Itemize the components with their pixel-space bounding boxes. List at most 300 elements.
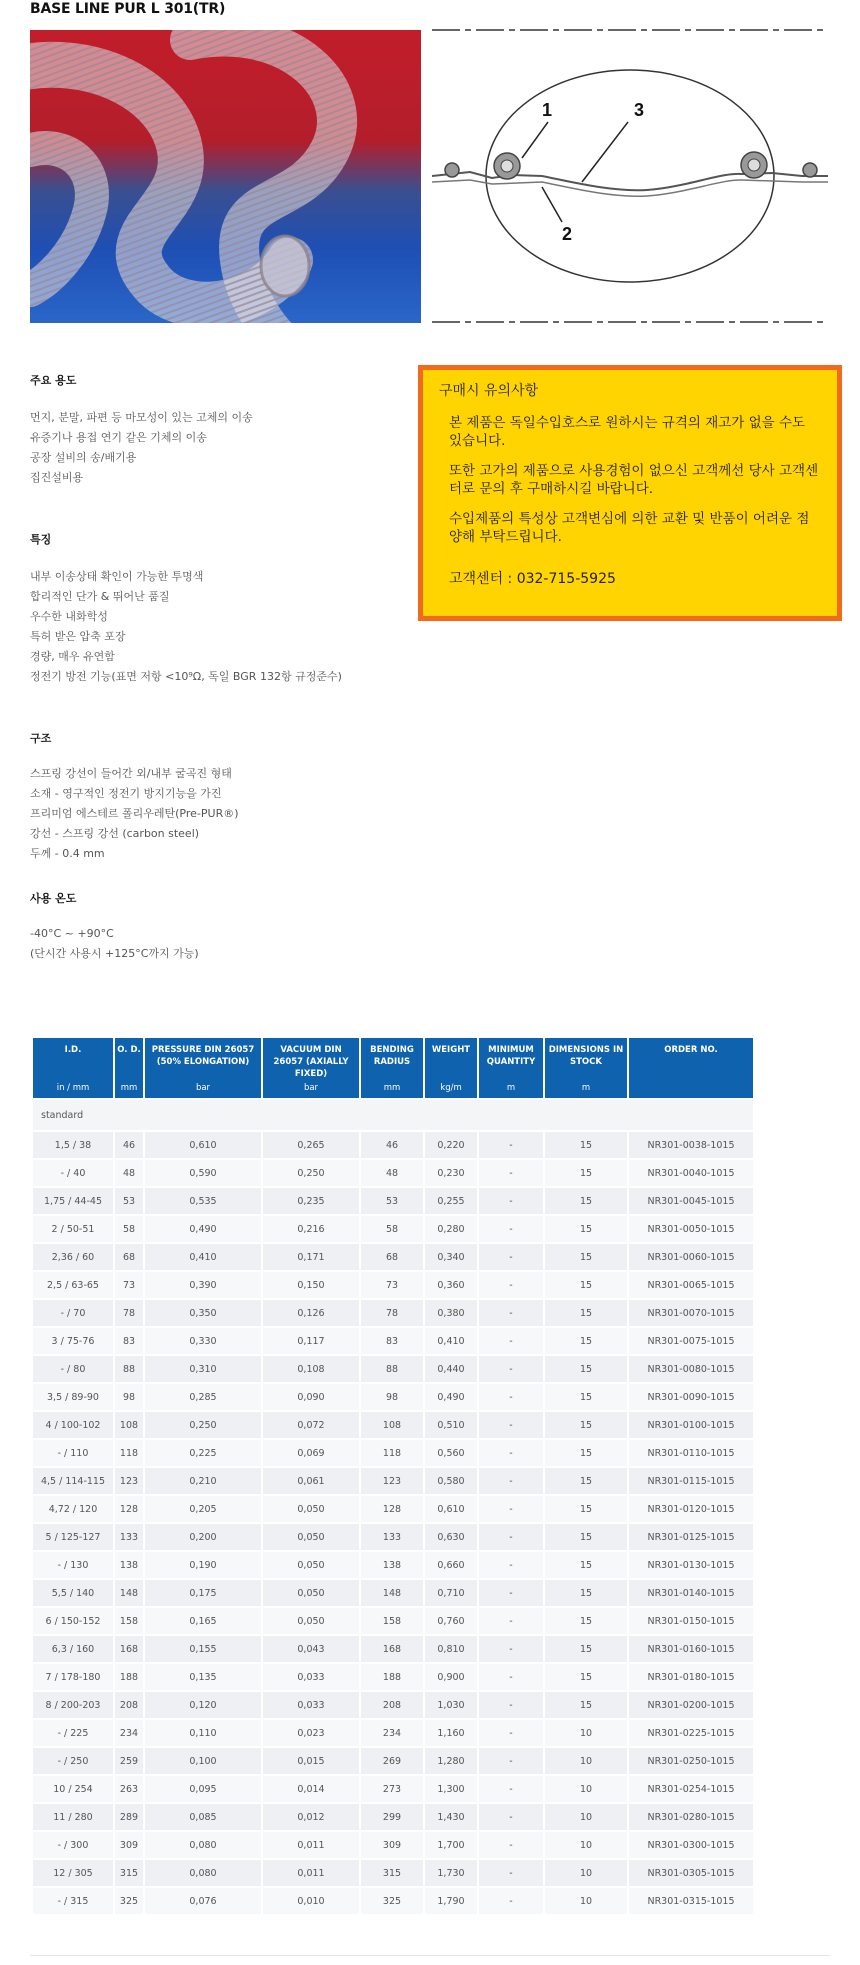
table-cell: - xyxy=(479,1552,543,1578)
table-cell: 0,011 xyxy=(263,1832,359,1858)
table-cell: 0,610 xyxy=(145,1132,261,1158)
table-cell: 10 xyxy=(545,1748,627,1774)
table-cell: 78 xyxy=(361,1300,423,1326)
feature-item: 내부 이송상태 확인이 가능한 투명색 xyxy=(30,570,204,583)
table-cell: NR301-0060-1015 xyxy=(629,1244,753,1270)
column-unit: m xyxy=(581,1083,591,1093)
table-body xyxy=(33,1100,753,1914)
table-cell: 188 xyxy=(115,1664,143,1690)
table-cell: 15 xyxy=(545,1160,627,1186)
feature-item: 우수한 내화학성 xyxy=(30,610,108,623)
table-cell: 0,220 xyxy=(425,1132,477,1158)
table-cell: 98 xyxy=(361,1384,423,1410)
table-cell: 325 xyxy=(115,1888,143,1914)
product-title: BASE LINE PUR L 301(TR) xyxy=(30,1,226,17)
table-header-row xyxy=(33,1038,753,1098)
table-cell: 0,050 xyxy=(263,1608,359,1634)
table-cell: 15 xyxy=(545,1552,627,1578)
group-label: standard xyxy=(33,1100,753,1130)
notice-paragraph: 본 제품은 독일수입호스로 원하시는 규격의 재고가 없을 수도 있습니다. xyxy=(449,415,806,449)
table-cell: 0,250 xyxy=(263,1160,359,1186)
table-cell: NR301-0080-1015 xyxy=(629,1356,753,1382)
table-cell: 53 xyxy=(115,1188,143,1214)
notice-paragraph: 수입제품의 특성상 고객변심에 의한 교환 및 반품이 어려운 점 양해 부탁드립니다. xyxy=(449,511,810,545)
table-row xyxy=(33,1328,753,1354)
table-cell: - xyxy=(479,1888,543,1914)
table-cell: 0,285 xyxy=(145,1384,261,1410)
table-row xyxy=(33,1160,753,1186)
table-cell: - xyxy=(479,1748,543,1774)
table-cell: 0,210 xyxy=(145,1468,261,1494)
table-cell: - xyxy=(479,1440,543,1466)
table-cell: NR301-0300-1015 xyxy=(629,1832,753,1858)
table-cell: 0,155 xyxy=(145,1636,261,1662)
table-cell: 0,510 xyxy=(425,1412,477,1438)
usage-item: 집진설비용 xyxy=(30,471,84,484)
table-cell: 0,410 xyxy=(145,1244,261,1270)
table-cell: 0,900 xyxy=(425,1664,477,1690)
table-cell: 12 / 305 xyxy=(33,1860,113,1886)
table-cell: NR301-0305-1015 xyxy=(629,1860,753,1886)
table-cell: 1,030 xyxy=(425,1692,477,1718)
table-cell: NR301-0065-1015 xyxy=(629,1272,753,1298)
table-cell: 0,135 xyxy=(145,1664,261,1690)
table-cell: - / 315 xyxy=(33,1888,113,1914)
table-cell: 15 xyxy=(545,1440,627,1466)
table-cell: 6 / 150-152 xyxy=(33,1608,113,1634)
table-cell: 0,440 xyxy=(425,1356,477,1382)
table-group-row xyxy=(33,1100,753,1130)
feature-item: 경량, 매우 유연함 xyxy=(30,650,115,663)
table-cell: - / 225 xyxy=(33,1720,113,1746)
table-cell: 0,150 xyxy=(263,1272,359,1298)
table-cell: 83 xyxy=(361,1328,423,1354)
table-cell: 0,630 xyxy=(425,1524,477,1550)
table-cell: 0,205 xyxy=(145,1496,261,1522)
table-row xyxy=(33,1216,753,1242)
usage-heading: 주요 용도 xyxy=(30,374,77,387)
diagram-label-2: 2 xyxy=(562,224,573,244)
table-cell: 133 xyxy=(115,1524,143,1550)
table-cell: 118 xyxy=(115,1440,143,1466)
table-cell: - xyxy=(479,1216,543,1242)
table-cell: 1,430 xyxy=(425,1804,477,1830)
column-label: PRESSURE DIN 26057 (50% ELONGATION) xyxy=(151,1045,255,1067)
table-cell: 88 xyxy=(115,1356,143,1382)
table-cell: 15 xyxy=(545,1356,627,1382)
table-cell: 289 xyxy=(115,1804,143,1830)
table-cell: 0,310 xyxy=(145,1356,261,1382)
table-cell: 0,490 xyxy=(145,1216,261,1242)
table-row xyxy=(33,1356,753,1382)
table-cell: - xyxy=(479,1524,543,1550)
table-cell: 0,080 xyxy=(145,1860,261,1886)
table-cell: 73 xyxy=(115,1272,143,1298)
diagram-label-3: 3 xyxy=(634,100,645,120)
purchase-notice xyxy=(418,365,842,621)
table-cell: 0,023 xyxy=(263,1720,359,1746)
table-cell: - xyxy=(479,1720,543,1746)
table-cell: 0,085 xyxy=(145,1804,261,1830)
table-cell: 10 xyxy=(545,1804,627,1830)
column-unit: mm xyxy=(383,1083,401,1093)
column-unit: mm xyxy=(120,1083,138,1093)
table-cell: - xyxy=(479,1692,543,1718)
table-cell: 0,110 xyxy=(145,1720,261,1746)
table-cell: 0,126 xyxy=(263,1300,359,1326)
column-unit: bar xyxy=(195,1083,211,1093)
table-row xyxy=(33,1692,753,1718)
table-cell: 7 / 178-180 xyxy=(33,1664,113,1690)
table-cell: 1,75 / 44-45 xyxy=(33,1188,113,1214)
table-row xyxy=(33,1664,753,1690)
table-cell: - xyxy=(479,1860,543,1886)
table-cell: 15 xyxy=(545,1636,627,1662)
table-cell: 15 xyxy=(545,1608,627,1634)
column-unit: kg/m xyxy=(440,1083,462,1093)
table-cell: 0,080 xyxy=(145,1832,261,1858)
table-cell: 6,3 / 160 xyxy=(33,1636,113,1662)
table-row xyxy=(33,1468,753,1494)
features-list xyxy=(30,567,342,687)
table-cell: - / 80 xyxy=(33,1356,113,1382)
table-row xyxy=(33,1888,753,1914)
table-cell: 0,095 xyxy=(145,1776,261,1802)
table-cell: 0,076 xyxy=(145,1888,261,1914)
table-cell: 128 xyxy=(115,1496,143,1522)
table-cell: 0,033 xyxy=(263,1664,359,1690)
table-cell: NR301-0110-1015 xyxy=(629,1440,753,1466)
table-cell: 299 xyxy=(361,1804,423,1830)
table-cell: 1,790 xyxy=(425,1888,477,1914)
table-cell: 15 xyxy=(545,1412,627,1438)
table-cell: 15 xyxy=(545,1468,627,1494)
table-row xyxy=(33,1608,753,1634)
table-row xyxy=(33,1524,753,1550)
table-cell: 0,710 xyxy=(425,1580,477,1606)
table-cell: - / 250 xyxy=(33,1748,113,1774)
table-cell: 1,730 xyxy=(425,1860,477,1886)
table-cell: 0,610 xyxy=(425,1496,477,1522)
table-row xyxy=(33,1636,753,1662)
table-row xyxy=(33,1776,753,1802)
table-cell: 2 / 50-51 xyxy=(33,1216,113,1242)
table-cell: 208 xyxy=(115,1692,143,1718)
table-cell: NR301-0120-1015 xyxy=(629,1496,753,1522)
table-cell: 46 xyxy=(115,1132,143,1158)
table-cell: 10 xyxy=(545,1860,627,1886)
table-row xyxy=(33,1720,753,1746)
table-cell: 10 xyxy=(545,1720,627,1746)
table-cell: 3,5 / 89-90 xyxy=(33,1384,113,1410)
table-cell: 10 xyxy=(545,1832,627,1858)
table-cell: 10 xyxy=(545,1776,627,1802)
table-cell: 168 xyxy=(361,1636,423,1662)
notice-title: 구매시 유의사항 xyxy=(439,383,539,399)
column-header xyxy=(33,1038,113,1098)
table-cell: 15 xyxy=(545,1328,627,1354)
table-cell: 1,700 xyxy=(425,1832,477,1858)
table-cell: NR301-0160-1015 xyxy=(629,1636,753,1662)
table-cell: 68 xyxy=(115,1244,143,1270)
table-cell: 8 / 200-203 xyxy=(33,1692,113,1718)
customer-center-phone: 고객센터 : 032-715-5925 xyxy=(449,571,616,587)
table-row xyxy=(33,1300,753,1326)
table-cell: 83 xyxy=(115,1328,143,1354)
table-cell: 263 xyxy=(115,1776,143,1802)
table-cell: 0,340 xyxy=(425,1244,477,1270)
table-cell: 188 xyxy=(361,1664,423,1690)
table-cell: 15 xyxy=(545,1272,627,1298)
table-cell: - xyxy=(479,1580,543,1606)
table-cell: 0,590 xyxy=(145,1160,261,1186)
usage-item: 공장 설비의 송/배기용 xyxy=(30,451,137,464)
table-cell: NR301-0180-1015 xyxy=(629,1664,753,1690)
notice-paragraph: 또한 고가의 제품으로 사용경험이 없으신 고객께선 당사 고객센터로 문의 후 구매하시길 바랍니다. xyxy=(449,463,819,497)
table-cell: 0,810 xyxy=(425,1636,477,1662)
table-cell: 53 xyxy=(361,1188,423,1214)
column-header xyxy=(263,1038,359,1098)
table-cell: NR301-0140-1015 xyxy=(629,1580,753,1606)
temperature-heading: 사용 온도 xyxy=(30,892,77,905)
table-cell: NR301-0070-1015 xyxy=(629,1300,753,1326)
table-cell: 1,300 xyxy=(425,1776,477,1802)
table-cell: NR301-0315-1015 xyxy=(629,1888,753,1914)
table-cell: 5,5 / 140 xyxy=(33,1580,113,1606)
structure-item: 프리미엄 에스테르 폴리우레탄(Pre-PUR®) xyxy=(30,807,239,820)
table-cell: 78 xyxy=(115,1300,143,1326)
structure-item: 강선 - 스프링 강선 (carbon steel) xyxy=(30,827,200,840)
table-cell: 0,265 xyxy=(263,1132,359,1158)
table-cell: 48 xyxy=(115,1160,143,1186)
table-cell: 0,033 xyxy=(263,1692,359,1718)
table-cell: - xyxy=(479,1636,543,1662)
column-label: DIMENSIONS IN STOCK xyxy=(548,1045,624,1067)
feature-item: 합리적인 단가 & 뛰어난 품질 xyxy=(30,590,170,603)
table-cell: 138 xyxy=(361,1552,423,1578)
table-cell: 0,050 xyxy=(263,1580,359,1606)
table-cell: 0,235 xyxy=(263,1188,359,1214)
hose-illustration xyxy=(30,30,421,323)
table-cell: 2,5 / 63-65 xyxy=(33,1272,113,1298)
table-cell: NR301-0250-1015 xyxy=(629,1748,753,1774)
table-cell: 133 xyxy=(361,1524,423,1550)
table-cell: 58 xyxy=(361,1216,423,1242)
table-cell: - xyxy=(479,1832,543,1858)
table-cell: NR301-0045-1015 xyxy=(629,1188,753,1214)
table-cell: 73 xyxy=(361,1272,423,1298)
table-cell: 0,490 xyxy=(425,1384,477,1410)
table-cell: 269 xyxy=(361,1748,423,1774)
table-cell: 0,050 xyxy=(263,1524,359,1550)
table-cell: 108 xyxy=(361,1412,423,1438)
table-cell: 0,580 xyxy=(425,1468,477,1494)
table-row xyxy=(33,1132,753,1158)
table-cell: NR301-0225-1015 xyxy=(629,1720,753,1746)
table-cell: 0,200 xyxy=(145,1524,261,1550)
table-cell: 0,171 xyxy=(263,1244,359,1270)
table-cell: 0,660 xyxy=(425,1552,477,1578)
table-cell: 0,015 xyxy=(263,1748,359,1774)
column-header xyxy=(425,1038,477,1098)
column-header xyxy=(629,1038,753,1098)
column-unit: in / mm xyxy=(56,1083,90,1093)
table-cell: 58 xyxy=(115,1216,143,1242)
column-header xyxy=(545,1038,627,1098)
table-cell: 0,380 xyxy=(425,1300,477,1326)
table-cell: 118 xyxy=(361,1440,423,1466)
column-label: MINIMUM QUANTITY xyxy=(486,1045,536,1067)
table-cell: NR301-0075-1015 xyxy=(629,1328,753,1354)
structure-item: 두께 - 0.4 mm xyxy=(30,847,105,860)
table-cell: - xyxy=(479,1300,543,1326)
table-cell: 0,120 xyxy=(145,1692,261,1718)
table-cell: 0,072 xyxy=(263,1412,359,1438)
table-cell: 259 xyxy=(115,1748,143,1774)
table-cell: NR301-0040-1015 xyxy=(629,1160,753,1186)
table-cell: 15 xyxy=(545,1692,627,1718)
table-cell: 0,011 xyxy=(263,1860,359,1886)
table-cell: 158 xyxy=(115,1608,143,1634)
table-cell: 0,043 xyxy=(263,1636,359,1662)
table-row xyxy=(33,1384,753,1410)
table-cell: 325 xyxy=(361,1888,423,1914)
table-cell: - xyxy=(479,1272,543,1298)
usage-item: 먼지, 분말, 파편 등 마모성이 있는 고체의 이송 xyxy=(30,411,253,424)
table-cell: 0,090 xyxy=(263,1384,359,1410)
table-row xyxy=(33,1496,753,1522)
table-cell: - / 40 xyxy=(33,1160,113,1186)
table-cell: 98 xyxy=(115,1384,143,1410)
table-cell: - xyxy=(479,1384,543,1410)
table-cell: 0,280 xyxy=(425,1216,477,1242)
table-cell: 0,350 xyxy=(145,1300,261,1326)
table-cell: 123 xyxy=(115,1468,143,1494)
table-cell: 0,050 xyxy=(263,1496,359,1522)
table-cell: - / 110 xyxy=(33,1440,113,1466)
table-cell: 4 / 100-102 xyxy=(33,1412,113,1438)
column-unit: m xyxy=(506,1083,516,1093)
table-cell: NR301-0038-1015 xyxy=(629,1132,753,1158)
table-cell: 15 xyxy=(545,1664,627,1690)
table-cell: 0,100 xyxy=(145,1748,261,1774)
table-cell: 0,560 xyxy=(425,1440,477,1466)
table-row xyxy=(33,1832,753,1858)
table-cell: 0,014 xyxy=(263,1776,359,1802)
table-row xyxy=(33,1440,753,1466)
table-cell: NR301-0115-1015 xyxy=(629,1468,753,1494)
table-cell: 0,230 xyxy=(425,1160,477,1186)
table-cell: 0,760 xyxy=(425,1608,477,1634)
column-label: ORDER NO. xyxy=(664,1045,718,1055)
column-header xyxy=(145,1038,261,1098)
table-cell: NR301-0280-1015 xyxy=(629,1804,753,1830)
table-cell: 0,012 xyxy=(263,1804,359,1830)
table-cell: 15 xyxy=(545,1216,627,1242)
table-row xyxy=(33,1552,753,1578)
structure-list xyxy=(30,764,239,864)
table-cell: 11 / 280 xyxy=(33,1804,113,1830)
table-cell: 0,117 xyxy=(263,1328,359,1354)
table-cell: 108 xyxy=(115,1412,143,1438)
table-cell: - / 300 xyxy=(33,1832,113,1858)
table-cell: 48 xyxy=(361,1160,423,1186)
table-row xyxy=(33,1580,753,1606)
table-cell: 2,36 / 60 xyxy=(33,1244,113,1270)
table-cell: 158 xyxy=(361,1608,423,1634)
column-header xyxy=(361,1038,423,1098)
table-cell: 15 xyxy=(545,1300,627,1326)
table-cell: 0,175 xyxy=(145,1580,261,1606)
table-row xyxy=(33,1748,753,1774)
table-cell: 0,330 xyxy=(145,1328,261,1354)
table-cell: NR301-0254-1015 xyxy=(629,1776,753,1802)
table-cell: 0,165 xyxy=(145,1608,261,1634)
table-row xyxy=(33,1272,753,1298)
table-cell: - xyxy=(479,1608,543,1634)
table-cell: 4,72 / 120 xyxy=(33,1496,113,1522)
column-unit: bar xyxy=(303,1083,319,1093)
table-cell: 309 xyxy=(115,1832,143,1858)
table-cell: 148 xyxy=(361,1580,423,1606)
table-cell: 128 xyxy=(361,1496,423,1522)
table-cell: - xyxy=(479,1664,543,1690)
table-cell: 309 xyxy=(361,1832,423,1858)
table-cell: 0,061 xyxy=(263,1468,359,1494)
table-row xyxy=(33,1412,753,1438)
table-cell: 15 xyxy=(545,1188,627,1214)
column-label: WEIGHT xyxy=(431,1045,471,1055)
table-cell: NR301-0200-1015 xyxy=(629,1692,753,1718)
table-cell: 168 xyxy=(115,1636,143,1662)
table-cell: 15 xyxy=(545,1580,627,1606)
table-cell: 1,280 xyxy=(425,1748,477,1774)
table-cell: - xyxy=(479,1188,543,1214)
table-cell: - / 130 xyxy=(33,1552,113,1578)
table-cell: 0,050 xyxy=(263,1552,359,1578)
column-label: O. D. xyxy=(117,1045,141,1055)
usage-list xyxy=(30,408,253,488)
features-heading: 특징 xyxy=(30,533,52,546)
table-row xyxy=(33,1860,753,1886)
table-row xyxy=(33,1188,753,1214)
column-header xyxy=(115,1038,143,1098)
table-cell: 315 xyxy=(361,1860,423,1886)
structure-item: 스프링 강선이 들어간 외/내부 굴곡진 형태 xyxy=(30,767,232,780)
table-cell: 4,5 / 114-115 xyxy=(33,1468,113,1494)
table-cell: 0,410 xyxy=(425,1328,477,1354)
table-cell: - xyxy=(479,1496,543,1522)
table-cell: 123 xyxy=(361,1468,423,1494)
divider xyxy=(30,1955,830,1956)
table-cell: 208 xyxy=(361,1692,423,1718)
table-cell: NR301-0130-1015 xyxy=(629,1552,753,1578)
temperature-item: -40°C ~ +90°C xyxy=(30,927,114,940)
table-cell: 138 xyxy=(115,1552,143,1578)
table-cell: 0,108 xyxy=(263,1356,359,1382)
table-cell: - xyxy=(479,1132,543,1158)
table-cell: NR301-0050-1015 xyxy=(629,1216,753,1242)
usage-item: 유증기나 용접 연기 같은 기체의 이송 xyxy=(30,431,207,444)
table-cell: - xyxy=(479,1328,543,1354)
table-cell: 0,250 xyxy=(145,1412,261,1438)
table-cell: - xyxy=(479,1776,543,1802)
table-cell: 15 xyxy=(545,1244,627,1270)
table-row xyxy=(33,1804,753,1830)
table-cell: NR301-0100-1015 xyxy=(629,1412,753,1438)
column-label: I.D. xyxy=(64,1045,82,1055)
table-cell: 148 xyxy=(115,1580,143,1606)
